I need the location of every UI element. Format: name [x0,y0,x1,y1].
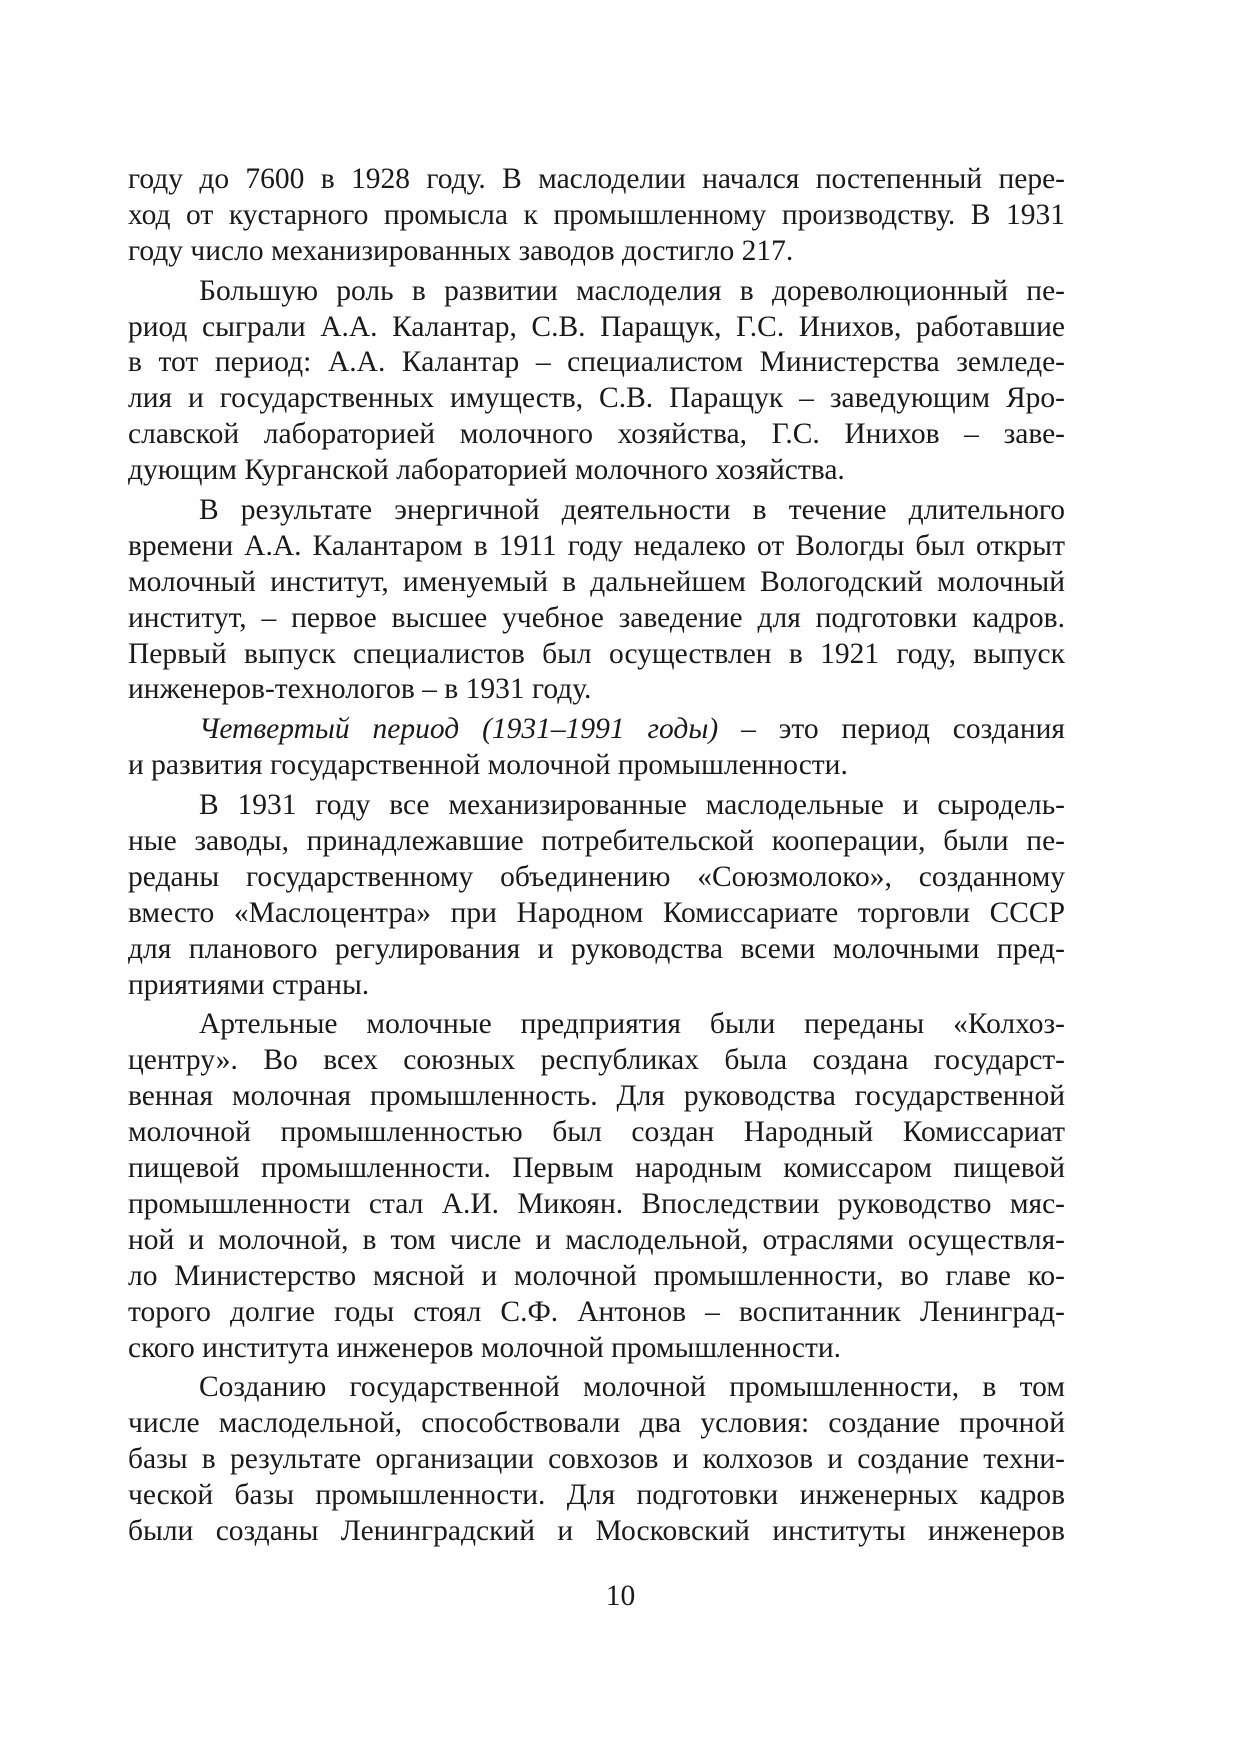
line-text: ческой базы промышленности. Для подготовки инженерных кадров [128,1479,1065,1512]
paragraph [128,712,1065,784]
line-text: пищевой промышленности. Первым народным комиссаром пищевой [128,1152,1065,1185]
line-text: – это период создания [718,713,1065,746]
text-line [128,162,1065,198]
paragraph [128,274,1065,489]
text-line [128,601,1065,637]
body-text [128,162,1065,1550]
line-text: году до 7600 в 1928 году. В маслоделии начался постепенный пере- [128,163,1065,195]
text-line [128,1331,1065,1367]
paragraph [128,1007,1065,1366]
line-text: времени А.А. Калантаром в 1911 году недалеко от Вологды был открыт [128,529,1065,562]
text-line [128,1079,1065,1115]
line-text: были созданы Ленинградский и Московский институты инженеров [128,1514,1065,1547]
text-line [128,1442,1065,1478]
text-line [128,672,1065,708]
line-text: Артельные молочные предприятия были переданы «Колхоз- [199,1008,1065,1041]
text-line [128,345,1065,381]
line-text: в тот период: А.А. Калантар – специалистом Министерства земледе- [128,346,1065,379]
text-line [128,1370,1065,1406]
paragraph [128,788,1065,1003]
line-text: лия и государственных имуществ, С.В. Паращук – заведующим Яро- [128,382,1065,415]
text-line [128,1514,1065,1550]
text-line [128,896,1065,932]
line-text: базы в результате организации совхозов и колхозов и создание техни- [128,1443,1065,1476]
line-text: институт, – первое высшее учебное заведение для подготовки кадров. [128,601,1065,634]
line-text: Большую роль в развитии маслоделия в дореволюционный пе- [199,274,1065,307]
line-text: В 1931 году все механизированные маслодельные и сыродель- [199,789,1065,822]
text-line [128,968,1065,1004]
text-line [128,1259,1065,1295]
text-line [128,1295,1065,1331]
text-line [128,234,1065,270]
line-text: числе маслодельной, способствовали два условия: создание прочной [128,1407,1065,1440]
text-line [128,1223,1065,1259]
line-text: ло Министерство мясной и молочной промышленности, во главе ко- [128,1259,1065,1292]
line-text: инженеров-технологов – в 1931 году. [128,673,592,706]
text-line [128,860,1065,896]
text-line [128,453,1065,489]
text-line [128,1115,1065,1151]
line-text: молочный институт, именуемый в дальнейшем Вологодский молочный [128,565,1065,598]
paragraph [128,493,1065,708]
text-line [128,637,1065,673]
text-line [128,1406,1065,1442]
line-text: вместо «Маслоцентра» при Народном Комиссариате торговли СССР [128,896,1065,929]
paragraph [128,1370,1065,1549]
text-line [128,788,1065,824]
line-text: венная молочная промышленность. Для руководства государственной [128,1080,1065,1113]
text-line [128,748,1065,784]
line-text: молочной промышленностью был создан Народный Комиссариат [128,1116,1065,1149]
line-text: Первый выпуск специалистов был осуществлен в 1921 году, выпуск [128,637,1065,670]
line-text: для планового регулирования и руководства всеми молочными пред- [128,932,1065,965]
text-line [128,1007,1065,1043]
line-text: и развития государственной молочной промышленности. [128,749,848,782]
text-line [128,1043,1065,1079]
line-text: славской лабораторией молочного хозяйства, Г.С. Инихов – заве- [128,418,1065,451]
paragraph [128,162,1065,270]
line-text: торого долгие годы стоял С.Ф. Антонов – воспитанник Ленинград- [128,1295,1065,1328]
text-line [128,493,1065,529]
text-line [128,1151,1065,1187]
text-line [128,712,1065,748]
line-text: риод сыграли А.А. Калантар, С.В. Паращук, Г.С. Инихов, работавшие [128,310,1065,343]
text-line [128,417,1065,453]
text-line [128,1187,1065,1223]
text-line [128,198,1065,234]
text-line [128,932,1065,968]
line-text: центру». Во всех союзных республиках была создана государст- [128,1044,1065,1077]
line-text: дующим Курганской лабораторией молочного хозяйства. [128,454,845,487]
text-line [128,381,1065,417]
line-text: реданы государственному объединению «Союзмолоко», созданному [128,860,1065,893]
text-line [128,274,1065,310]
text-line [128,310,1065,346]
line-text: промышленности стал А.И. Микоян. Впоследствии руководство мяс- [128,1187,1065,1220]
text-line [128,565,1065,601]
text-line [128,529,1065,565]
line-text: году число механизированных заводов достигло 217. [128,234,794,267]
line-text: ского института инженеров молочной промышленности. [128,1331,842,1364]
line-text: В результате энергичной деятельности в течение длительного [199,494,1065,527]
line-text: приятиями страны. [128,968,370,1001]
line-text: Созданию государственной молочной промышленности, в том [199,1371,1065,1404]
line-text: ход от кустарного промысла к промышленному производству. В 1931 [128,198,1065,231]
page-number: 10 [605,1580,636,1612]
text-line [128,824,1065,860]
text-line [128,1478,1065,1514]
period-heading: Четвертый период (1931–1991 годы) [199,713,719,746]
line-text: ной и молочной, в том числе и маслодельной, отраслями осуществля- [128,1223,1065,1256]
line-text: ные заводы, принадлежавшие потребительской кооперации, были пе- [128,825,1065,858]
